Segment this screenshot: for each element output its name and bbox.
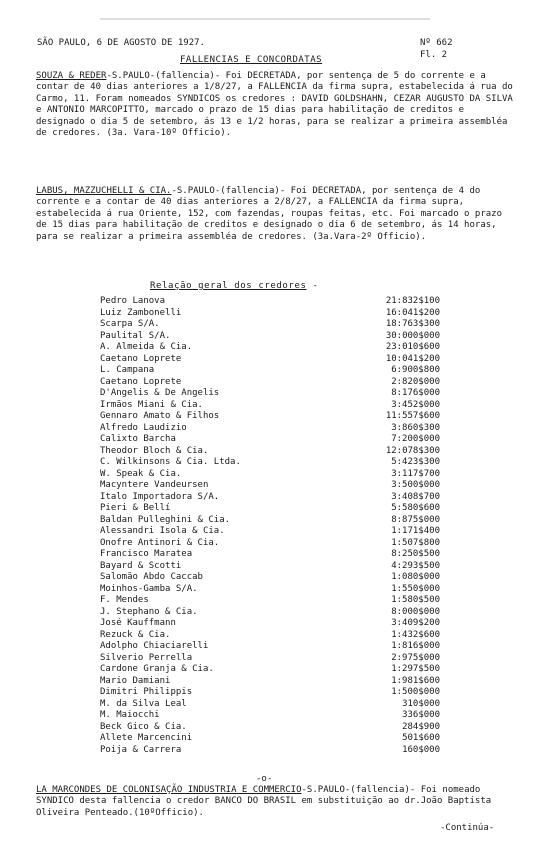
creditor-amount: 5:423$300 — [391, 457, 440, 467]
creditor-row — [100, 423, 440, 435]
creditor-row — [100, 630, 440, 642]
creditor-name: Alfredo Laudizio — [100, 422, 187, 433]
creditor-name: Scarpa S/A. — [100, 319, 160, 329]
creditor-name: F. Mendes — [100, 595, 149, 605]
paragraph-labus-mazzuchelli — [36, 186, 514, 243]
creditor-row — [100, 319, 440, 331]
creditor-name: Pedro Lanova — [100, 296, 166, 306]
creditor-name: Paulital S/A. — [100, 330, 171, 341]
creditor-amount: 11:557$600 — [385, 411, 440, 421]
creditor-amount: 310$000 — [402, 698, 440, 709]
creditor-amount: 8:176$000 — [391, 388, 440, 398]
creditor-name: Adolpho Chiaciarelli — [100, 641, 209, 651]
continues-note: -Continúa- — [440, 823, 495, 833]
creditor-row — [100, 549, 440, 561]
creditor-name: Alessandri Isola & Cia. — [100, 526, 225, 536]
creditor-amount: 21:832$100 — [385, 296, 440, 306]
creditors-title: Relação geral dos credores - — [150, 281, 319, 291]
creditor-amount: 1:432$600 — [391, 629, 440, 640]
creditor-amount: 1:981$600 — [391, 675, 440, 686]
creditor-amount: 23:010$600 — [385, 342, 440, 352]
creditor-row — [100, 722, 440, 734]
creditor-name: Bayard & Scotti — [100, 560, 182, 571]
creditor-name: Calixto Barcha — [100, 434, 176, 444]
creditor-row — [100, 526, 440, 538]
section-title: FALLENCIAS E CONCORDATAS — [180, 55, 323, 65]
creditor-name: Salomão Abdo Caccab — [100, 572, 203, 582]
creditor-row — [100, 561, 440, 573]
creditor-amount: 1:297$500 — [391, 664, 440, 674]
separator: -o- — [256, 774, 273, 784]
creditor-name: José Kauffmann — [100, 618, 176, 628]
creditor-row — [100, 434, 440, 446]
creditor-amount: 8:250$500 — [391, 549, 440, 559]
creditor-name: Moinhos-Gamba S/A. — [100, 583, 198, 594]
creditor-row — [100, 699, 440, 711]
creditor-amount: 6:900$800 — [391, 365, 440, 375]
creditor-name: Allete Marcencini — [100, 733, 193, 743]
creditor-name: Macyntere Vandeursen — [100, 480, 209, 490]
creditor-name: L. Campana — [100, 365, 155, 375]
creditor-name: Cardone Granja & Cia. — [100, 664, 214, 674]
creditor-name: Caetano Loprete — [100, 353, 182, 364]
creditor-row — [100, 664, 440, 676]
creditor-name: Dimitri Philippis — [100, 687, 193, 697]
creditor-amount: 336$000 — [402, 710, 440, 720]
creditor-name: M. Maiocchi — [100, 710, 160, 720]
creditor-amount: 7:200$000 — [391, 434, 440, 444]
creditor-row — [100, 400, 440, 412]
creditor-name: Gennaro Amato & Filhos — [100, 411, 220, 421]
creditor-amount: 1:550$000 — [391, 583, 440, 594]
creditor-name: J. Stephano & Cia. — [100, 606, 198, 617]
creditor-name: C. Wilkinsons & Cia. Ltda. — [100, 457, 241, 467]
creditor-row — [100, 365, 440, 377]
creditor-amount: 3:860$300 — [391, 422, 440, 433]
creditor-amount: 3:117$700 — [391, 468, 440, 479]
creditor-row — [100, 641, 440, 653]
paragraph-marcondes — [36, 785, 516, 819]
creditor-amount: 10:041$200 — [385, 353, 440, 364]
creditor-name: W. Speak & Cia. — [100, 468, 182, 479]
creditor-row — [100, 411, 440, 423]
creditor-row — [100, 538, 440, 550]
creditor-amount: 1:171$400 — [391, 526, 440, 536]
creditor-row — [100, 653, 440, 665]
creditor-amount: 284$900 — [402, 721, 440, 732]
creditor-row — [100, 607, 440, 619]
creditor-amount: 1:507$800 — [391, 537, 440, 548]
creditor-amount: 1:500$000 — [391, 687, 440, 697]
creditor-row — [100, 354, 440, 366]
creditor-row — [100, 618, 440, 630]
creditor-name: Silverio Perrella — [100, 652, 193, 663]
creditor-name: Irmãos Miani & Cia. — [100, 399, 203, 410]
creditor-row — [100, 595, 440, 607]
creditor-name: Beck Gico & Cia. — [100, 721, 187, 732]
creditor-amount: 8:875$000 — [391, 514, 440, 525]
creditor-name: Theodor Bloch & Cia. — [100, 445, 209, 456]
creditor-row — [100, 457, 440, 469]
creditor-amount: 16:041$200 — [385, 307, 440, 318]
creditor-row — [100, 469, 440, 481]
creditor-amount: 3:408$700 — [391, 491, 440, 502]
creditor-amount: 501$600 — [402, 733, 440, 743]
creditor-row — [100, 480, 440, 492]
place-date: SÃO PAULO, 6 DE AGOSTO DE 1927. — [37, 38, 205, 48]
paragraph-lead: SOUZA & REDER — [36, 71, 107, 81]
creditor-row — [100, 342, 440, 354]
creditor-amount: 18:763$300 — [385, 319, 440, 329]
creditor-row — [100, 331, 440, 343]
creditor-name: Onofre Antinori & Cia. — [100, 537, 220, 548]
scan-smudge — [100, 18, 430, 20]
creditor-name: Francisco Maratea — [100, 549, 193, 559]
creditor-amount: 2:820$000 — [391, 376, 440, 387]
creditor-row — [100, 733, 440, 745]
creditor-row — [100, 446, 440, 458]
creditor-amount: 4:293$500 — [391, 560, 440, 571]
creditor-amount: 5:580$600 — [391, 503, 440, 513]
paragraph-lead: LA MARCONDES DE COLONISAÇÃO INDUSTRIA E COMMERCIO — [36, 785, 302, 795]
creditor-name: Luiz Zambonelli — [100, 307, 182, 318]
creditor-name: Pieri & Bellí — [100, 503, 171, 513]
creditor-amount: 2:975$000 — [391, 652, 440, 663]
creditor-row — [100, 308, 440, 320]
creditor-amount: 3:500$000 — [391, 480, 440, 490]
creditor-row — [100, 296, 440, 308]
creditor-row — [100, 676, 440, 688]
creditor-name: Baldan Pulleghini & Cia. — [100, 514, 231, 525]
paragraph-text: -S.PAULO-(fallencia)- Foi nomeado SYNDICO desta fallencia o credor BANCO DO BRASIL em substituição ao dr.João Baptista Oliveira Penteado.(10ºOfficio). — [36, 785, 492, 818]
creditor-amount: 30:000$000 — [385, 330, 440, 341]
creditor-name: Poija & Carrera — [100, 744, 182, 755]
creditor-amount: 1:816$000 — [391, 641, 440, 651]
paragraph-souza-reder — [36, 71, 514, 139]
creditor-name: D'Angelis & De Angelis — [100, 388, 220, 398]
creditor-name: Mario Damiani — [100, 675, 171, 686]
creditor-row — [100, 377, 440, 389]
creditor-row — [100, 584, 440, 596]
creditor-amount: 3:452$000 — [391, 399, 440, 410]
creditor-row — [100, 710, 440, 722]
creditor-name: Italo Importadora S/A. — [100, 491, 220, 502]
document-folio: Fl. 2 — [420, 50, 448, 60]
creditor-row — [100, 492, 440, 504]
creditor-amount: 3:409$200 — [391, 618, 440, 628]
creditor-name: A. Almeida & Cia. — [100, 342, 193, 352]
document-number: Nº 662 — [420, 38, 453, 48]
creditor-name: M. da Silva Leal — [100, 698, 187, 709]
creditors-list — [100, 296, 440, 756]
creditor-name: Rezuck & Cia. — [100, 629, 171, 640]
creditor-row — [100, 388, 440, 400]
creditor-amount: 12:078$300 — [385, 445, 440, 456]
paragraph-text: -S.PAULO-(fallencia)- Foi DECRETADA, por sentença de 4 do corrente e a contar de 40 dias anteriores a 2/8/27, a FALLENCIA da firma supra, estabelecida á rua Oriente, 152, com fazendas, roupas feitas, etc. Foi marcado o prazo de 15 dias para habilitação de creditos e designado o dia 6 de setembro, ás 14 horas, para se realizar a primeira assembléa de credores. (3a.Vara-2º Officio). — [36, 186, 502, 242]
creditor-row — [100, 745, 440, 757]
creditor-amount: 1:080$000 — [391, 572, 440, 582]
creditor-row — [100, 503, 440, 515]
paragraph-text: -S.PAULO-(fallencia)- Foi DECRETADA, por sentença de 5 do corrente e a contar de 40 dias anteriores a 1/8/27, a FALLENCIA da firma supra, estabelecida á rua do Carmo, 11. Foram nomeados SYNDICOS os credores : DAVID GOLDSHAHN, CEZAR AUGUSTO DA SILVA e ANTONIO MARCOPITTO, marcado o prazo de 15 dias para habilitação de creditos e designado o dia 5 de setembro, ás 13 e 1/2 horas, para se realizar a primeira assembléa de credores. (3a. Vara-10º Officio). — [36, 71, 513, 139]
creditor-row — [100, 515, 440, 527]
creditor-amount: 1:580$500 — [391, 595, 440, 605]
creditor-amount: 160$000 — [402, 744, 440, 755]
paragraph-lead: LABUS, MAZZUCHELLI & CIA. — [36, 186, 172, 196]
creditor-name: Caetano Loprete — [100, 376, 182, 387]
creditor-amount: 8:000$000 — [391, 606, 440, 617]
creditor-row — [100, 687, 440, 699]
creditor-row — [100, 572, 440, 584]
